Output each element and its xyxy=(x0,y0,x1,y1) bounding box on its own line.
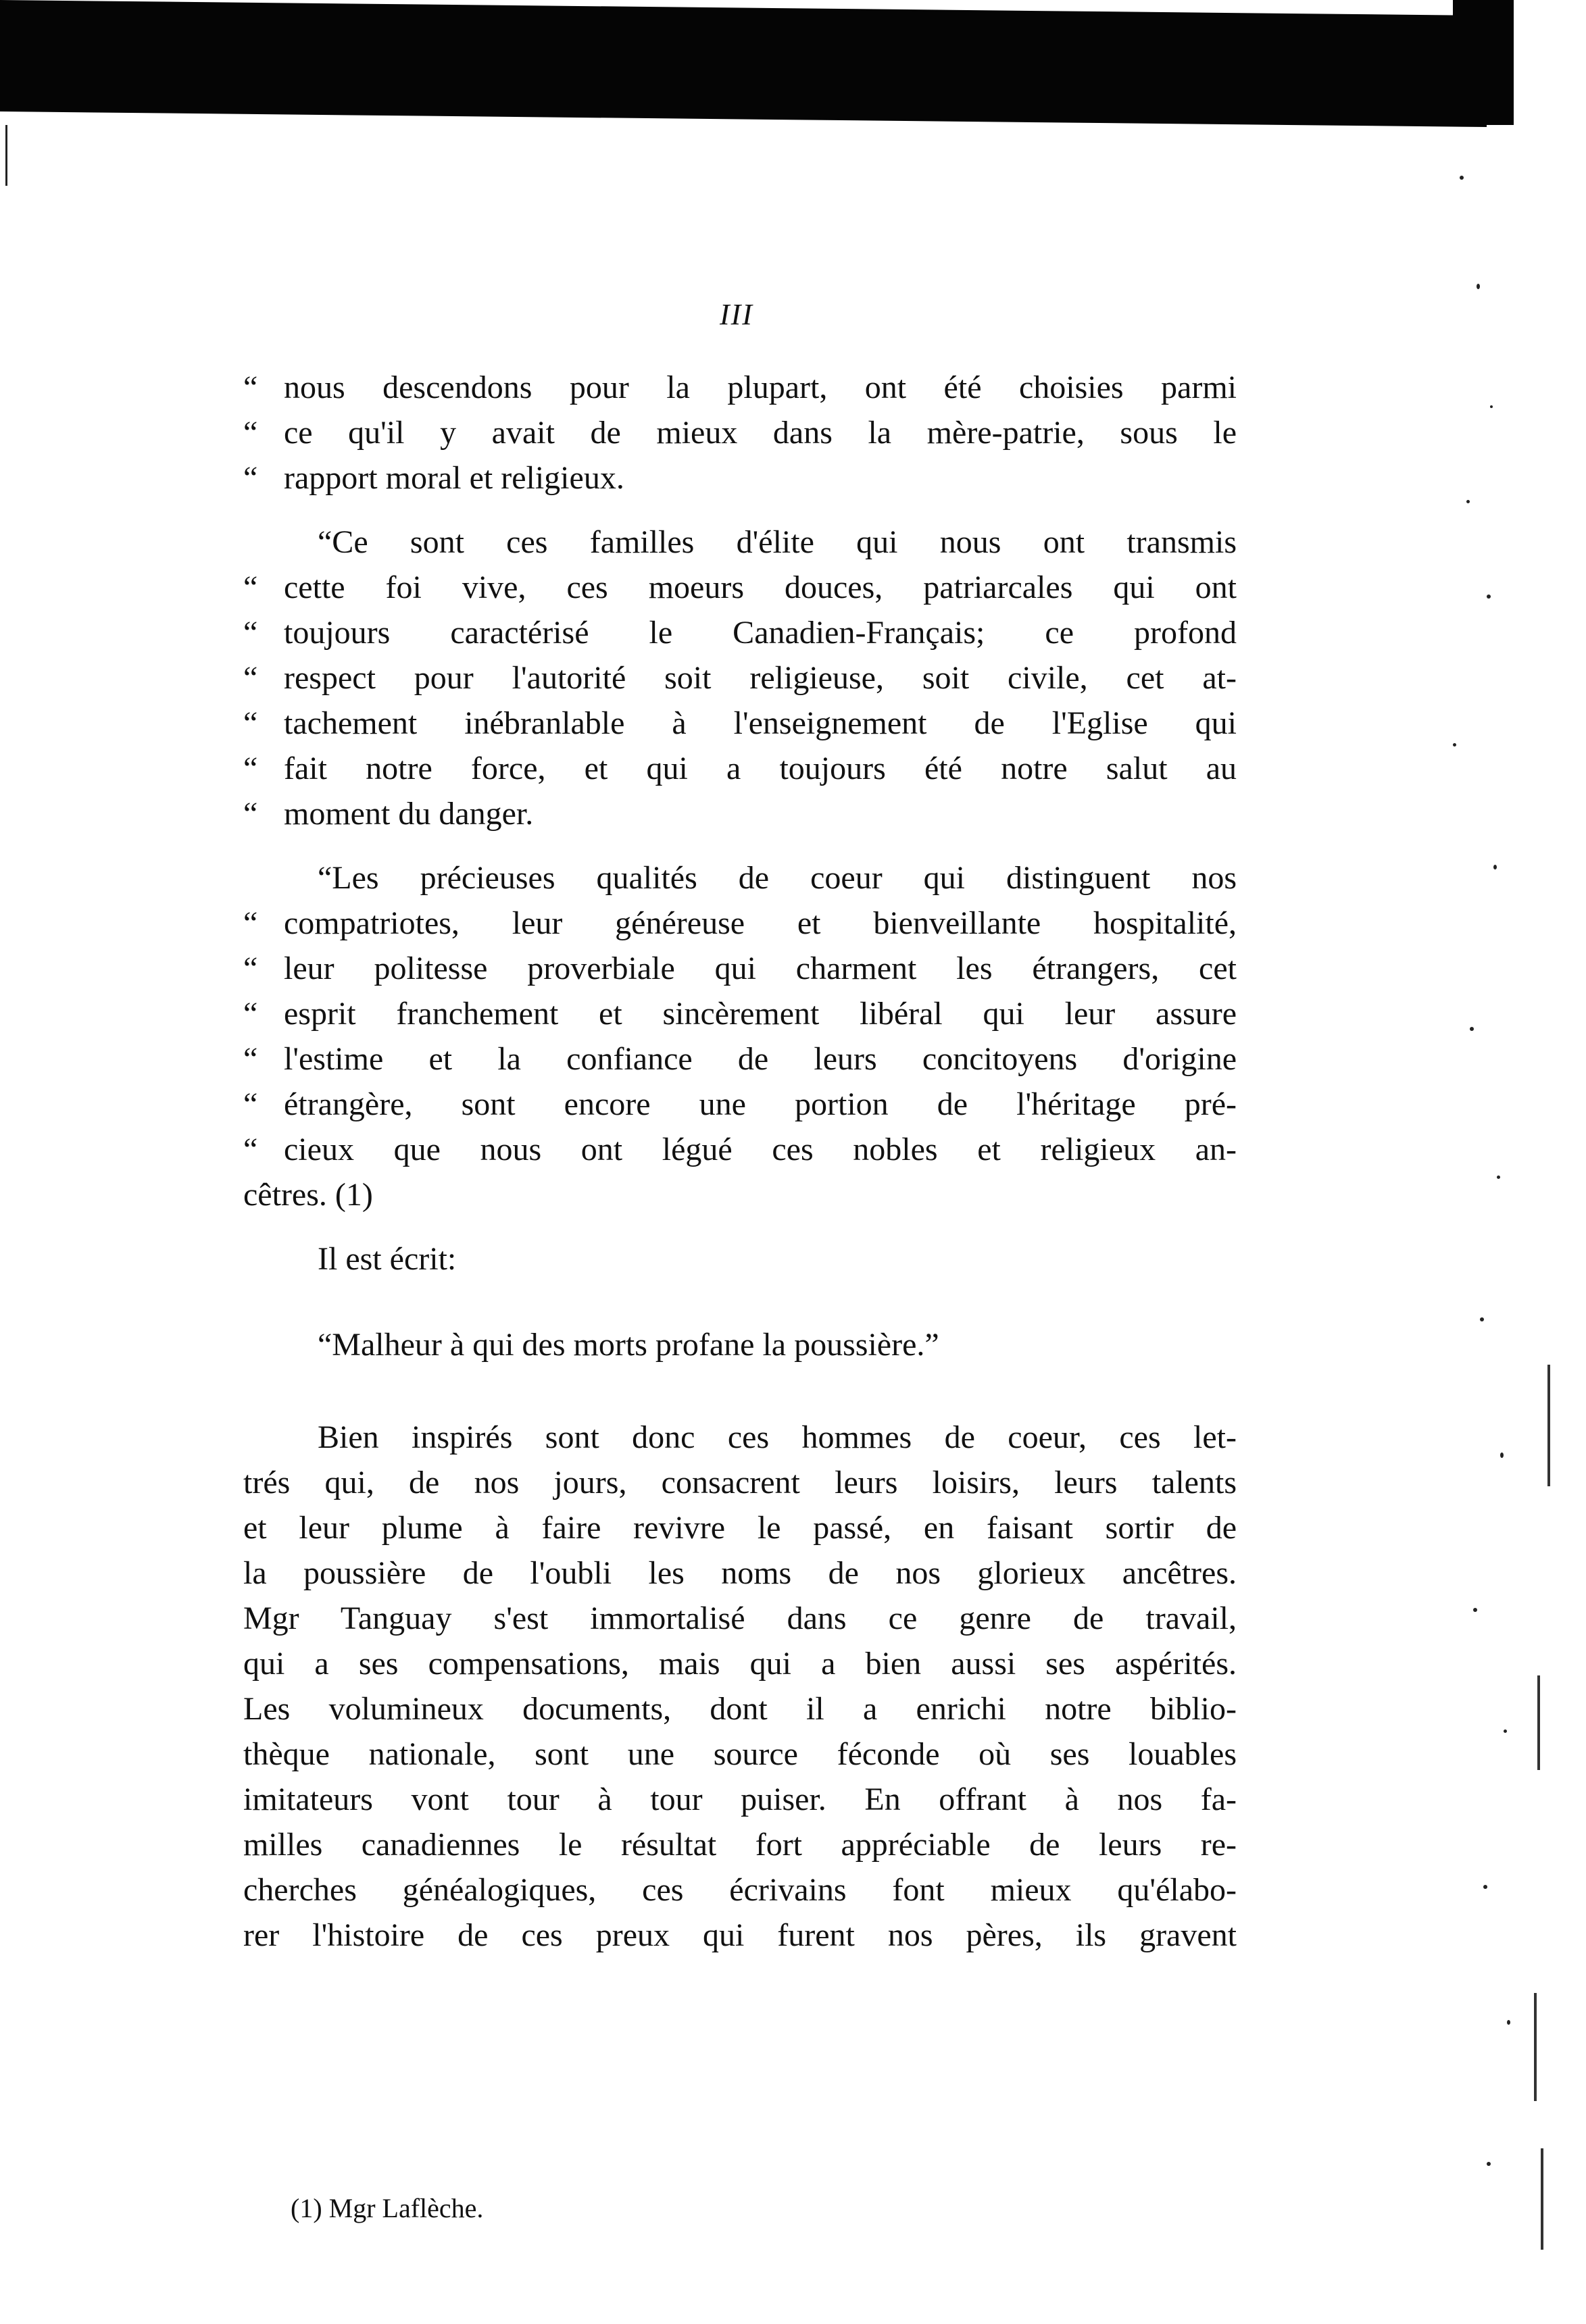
continuation-quote: “ xyxy=(243,1041,258,1077)
continuation-quote: “ xyxy=(243,370,258,405)
continuation-quote: “ xyxy=(243,660,258,696)
line-text: rapport moral et religieux. xyxy=(284,460,624,496)
line-text: l'estime et la confiance de leurs concitoyens d'origine xyxy=(284,1041,1237,1077)
page-number: III xyxy=(720,298,753,331)
continuation-quote: “ xyxy=(243,615,258,651)
text-line xyxy=(243,701,1237,746)
text-line: Mgr Tanguay s'est immortalisé dans ce genre de travail, xyxy=(243,1600,1237,1636)
scan-border-top-tail xyxy=(1453,0,1514,125)
text-line xyxy=(243,746,1237,791)
text-line: qui a ses compensations, mais qui a bien aussi ses aspérités. xyxy=(243,1646,1237,1682)
continuation-quote: “ xyxy=(243,951,258,986)
line-text: fait notre force, et qui a toujours été notre salut au xyxy=(284,751,1237,786)
line-text: toujours caractérisé le Canadien-Français; ce profond xyxy=(284,615,1237,651)
text-line xyxy=(243,1082,1237,1127)
paragraph-tail-line: cêtres. (1) xyxy=(243,1177,373,1213)
page-body xyxy=(243,365,1237,1958)
quotation-line: “Malheur à qui des morts profane la poussière.” xyxy=(318,1327,939,1363)
scan-border-top xyxy=(0,0,1487,127)
text-line: rer l'histoire de ces preux qui furent nos pères, ils gravent xyxy=(243,1917,1237,1953)
text-line xyxy=(243,991,1237,1036)
continuation-quote: “ xyxy=(243,751,258,786)
text-line: milles canadiennes le résultat fort appréciable de leurs re- xyxy=(243,1827,1237,1863)
continuation-quote: “ xyxy=(243,705,258,741)
paragraph xyxy=(243,520,1237,836)
continuation-quote: “ xyxy=(243,415,258,451)
text-line: et leur plume à faire revivre le passé, en faisant sortir de xyxy=(243,1510,1237,1546)
text-line xyxy=(243,946,1237,991)
line-text: respect pour l'autorité soit religieuse, soit civile, cet at- xyxy=(284,660,1237,696)
paragraph xyxy=(243,1415,1237,1958)
paragraph xyxy=(243,855,1237,1217)
paragraph xyxy=(243,365,1237,501)
continuation-quote: “ xyxy=(243,1132,258,1167)
text-line: cherches généalogiques, ces écrivains font mieux qu'élabo- xyxy=(243,1872,1237,1908)
paragraph-first-line: “Ce sont ces familles d'élite qui nous ont transmis xyxy=(318,524,1237,560)
text-line: trés qui, de nos jours, consacrent leurs loisirs, leurs talents xyxy=(243,1465,1237,1500)
text-line: thèque nationale, sont une source féconde où ses louables xyxy=(243,1736,1237,1772)
text-line xyxy=(243,365,1237,410)
line-text: cette foi vive, ces moeurs douces, patriarcales qui ont xyxy=(284,570,1237,605)
continuation-quote: “ xyxy=(243,996,258,1032)
line-text: compatriotes, leur généreuse et bienveillante hospitalité, xyxy=(284,905,1237,941)
continuation-quote: “ xyxy=(243,570,258,605)
line-text: esprit franchement et sincèrement libéral qui leur assure xyxy=(284,996,1237,1032)
text-line: Les volumineux documents, dont il a enrichi notre biblio- xyxy=(243,1691,1237,1727)
text-line xyxy=(243,791,1237,836)
text-line xyxy=(243,610,1237,655)
continuation-quote: “ xyxy=(243,905,258,941)
scan-edge-mark xyxy=(5,125,7,186)
continuation-quote: “ xyxy=(243,1086,258,1122)
footnote: (1) Mgr Laflèche. xyxy=(291,2193,484,2223)
line-text: étrangère, sont encore une portion de l'héritage pré- xyxy=(284,1086,1237,1122)
line-text: leur politesse proverbiale qui charment les étrangers, cet xyxy=(284,951,1237,986)
text-line xyxy=(243,901,1237,946)
paragraph-first-line: Il est écrit: xyxy=(318,1241,457,1277)
text-line xyxy=(243,655,1237,701)
text-line xyxy=(243,1036,1237,1082)
paragraph-first-line: “Les précieuses qualités de coeur qui distinguent nos xyxy=(318,860,1237,896)
text-line: la poussière de l'oubli les noms de nos glorieux ancêtres. xyxy=(243,1555,1237,1591)
continuation-quote: “ xyxy=(243,460,258,496)
line-text: tachement inébranlable à l'enseignement de l'Eglise qui xyxy=(284,705,1237,741)
text-line xyxy=(243,565,1237,610)
text-line xyxy=(243,455,1237,501)
paragraph-first-line: Bien inspirés sont donc ces hommes de coeur, ces let- xyxy=(318,1419,1237,1455)
line-text: nous descendons pour la plupart, ont été choisies parmi xyxy=(284,370,1237,405)
line-text: cieux que nous ont légué ces nobles et religieux an- xyxy=(284,1132,1237,1167)
continuation-quote: “ xyxy=(243,796,258,832)
text-line xyxy=(243,1127,1237,1172)
line-text: ce qu'il y avait de mieux dans la mère-patrie, sous le xyxy=(284,415,1237,451)
line-text: moment du danger. xyxy=(284,796,534,832)
text-line xyxy=(243,410,1237,455)
text-line: imitateurs vont tour à tour puiser. En offrant à nos fa- xyxy=(243,1782,1237,1817)
